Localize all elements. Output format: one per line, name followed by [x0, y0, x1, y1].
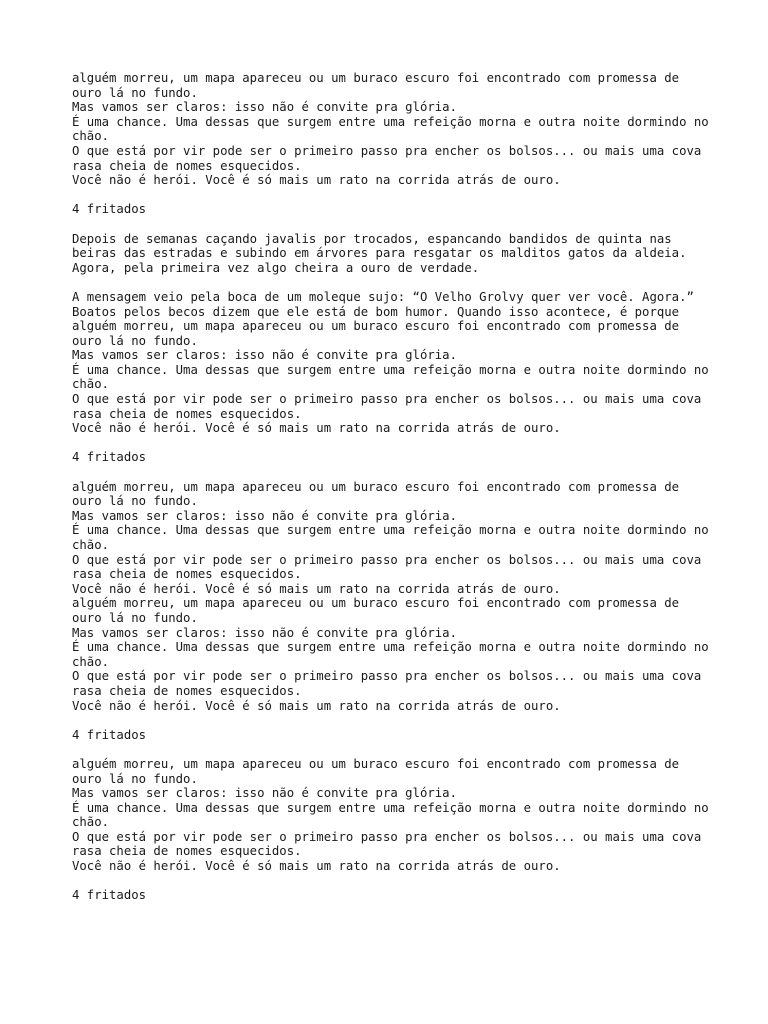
- text-line: É uma chance. Uma dessas que surgem entre uma refeição morna e outra noite dormindo no chão.: [72, 640, 717, 669]
- section-heading: 4 fritados: [72, 450, 147, 465]
- text-line: Você não é herói. Você é só mais um rato na corrida atrás de ouro.: [72, 421, 561, 436]
- text-line: O que está por vir pode ser o primeiro passo pra encher os bolsos... ou mais uma cova rasa cheia de nomes esquecidos.: [72, 552, 709, 582]
- text-line: alguém morreu, um mapa apareceu ou um buraco escuro foi encontrado com promessa de ouro lá no fundo.: [72, 596, 687, 625]
- text-line: Mas vamos ser claros: isso não é convite pra glória.: [72, 786, 457, 801]
- text-line: A mensagem veio pela boca de um moleque sujo: “O Velho Grolvy quer ver você. Agora.”: [72, 289, 694, 304]
- text-line: É uma chance. Uma dessas que surgem entre uma refeição morna e outra noite dormindo no chão.: [72, 362, 717, 392]
- text-line: Mas vamos ser claros: isso não é convite pra glória.: [72, 508, 457, 523]
- document-page: [72, 71, 717, 917]
- text-line: O que está por vir pode ser o primeiro passo pra encher os bolsos... ou mais uma cova rasa cheia de nomes esquecidos.: [72, 669, 709, 698]
- paragraph: [72, 479, 717, 714]
- text-line: Você não é herói. Você é só mais um rato na corrida atrás de ouro.: [72, 698, 561, 713]
- text-line: O que está por vir pode ser o primeiro passo pra encher os bolsos... ou mais uma cova rasa cheia de nomes esquecidos.: [72, 392, 709, 421]
- section-heading-block: [72, 888, 712, 903]
- paragraph: [72, 756, 717, 874]
- text-line: Depois de semanas caçando javalis por trocados, espancando bandidos de quinta nas beiras das estradas e subindo em árvores para resgatar os malditos gatos da aldeia. Agora, pela primeira vez algo cheira a ouro de verdade.: [72, 231, 694, 275]
- paragraph: [72, 289, 717, 436]
- text-line: É uma chance. Uma dessas que surgem entre uma refeição morna e outra noite dormindo no chão.: [72, 114, 717, 144]
- text-line: Você não é herói. Você é só mais um rato na corrida atrás de ouro.: [72, 859, 561, 874]
- text-line: É uma chance. Uma dessas que surgem entre uma refeição morna e outra noite dormindo no chão.: [72, 800, 717, 830]
- text-line: Mas vamos ser claros: isso não é convite pra glória.: [72, 625, 457, 640]
- text-line: Você não é herói. Você é só mais um rato na corrida atrás de ouro.: [72, 581, 561, 596]
- section-heading: 4 fritados: [72, 888, 147, 903]
- text-line: Mas vamos ser claros: isso não é convite pra glória.: [72, 100, 457, 115]
- text-line: alguém morreu, um mapa apareceu ou um buraco escuro foi encontrado com promessa de ouro lá no fundo.: [72, 756, 687, 786]
- section-heading-block: [72, 728, 712, 743]
- text-line: Mas vamos ser claros: isso não é convite pra glória.: [72, 348, 457, 363]
- text-line: Você não é herói. Você é só mais um rato na corrida atrás de ouro.: [72, 173, 561, 188]
- paragraph: [72, 71, 717, 188]
- text-line: Boatos pelos becos dizem que ele está de bom humor. Quando isso acontece, é porque alguém morreu, um mapa apareceu ou um buraco escuro foi encontrado com promessa de ouro lá no fundo.: [72, 304, 687, 348]
- section-heading: 4 fritados: [72, 727, 147, 742]
- text-line: alguém morreu, um mapa apareceu ou um buraco escuro foi encontrado com promessa de ouro lá no fundo.: [72, 71, 687, 100]
- text-line: O que está por vir pode ser o primeiro passo pra encher os bolsos... ou mais uma cova rasa cheia de nomes esquecidos.: [72, 143, 709, 173]
- section-heading: 4 fritados: [72, 202, 147, 217]
- section-heading-block: [72, 202, 712, 217]
- text-line: alguém morreu, um mapa apareceu ou um buraco escuro foi encontrado com promessa de ouro lá no fundo.: [72, 479, 687, 509]
- text-line: O que está por vir pode ser o primeiro passo pra encher os bolsos... ou mais uma cova rasa cheia de nomes esquecidos.: [72, 829, 709, 859]
- text-line: É uma chance. Uma dessas que surgem entre uma refeição morna e outra noite dormindo no chão.: [72, 523, 717, 552]
- section-heading-block: [72, 450, 712, 465]
- paragraph: [72, 232, 712, 276]
